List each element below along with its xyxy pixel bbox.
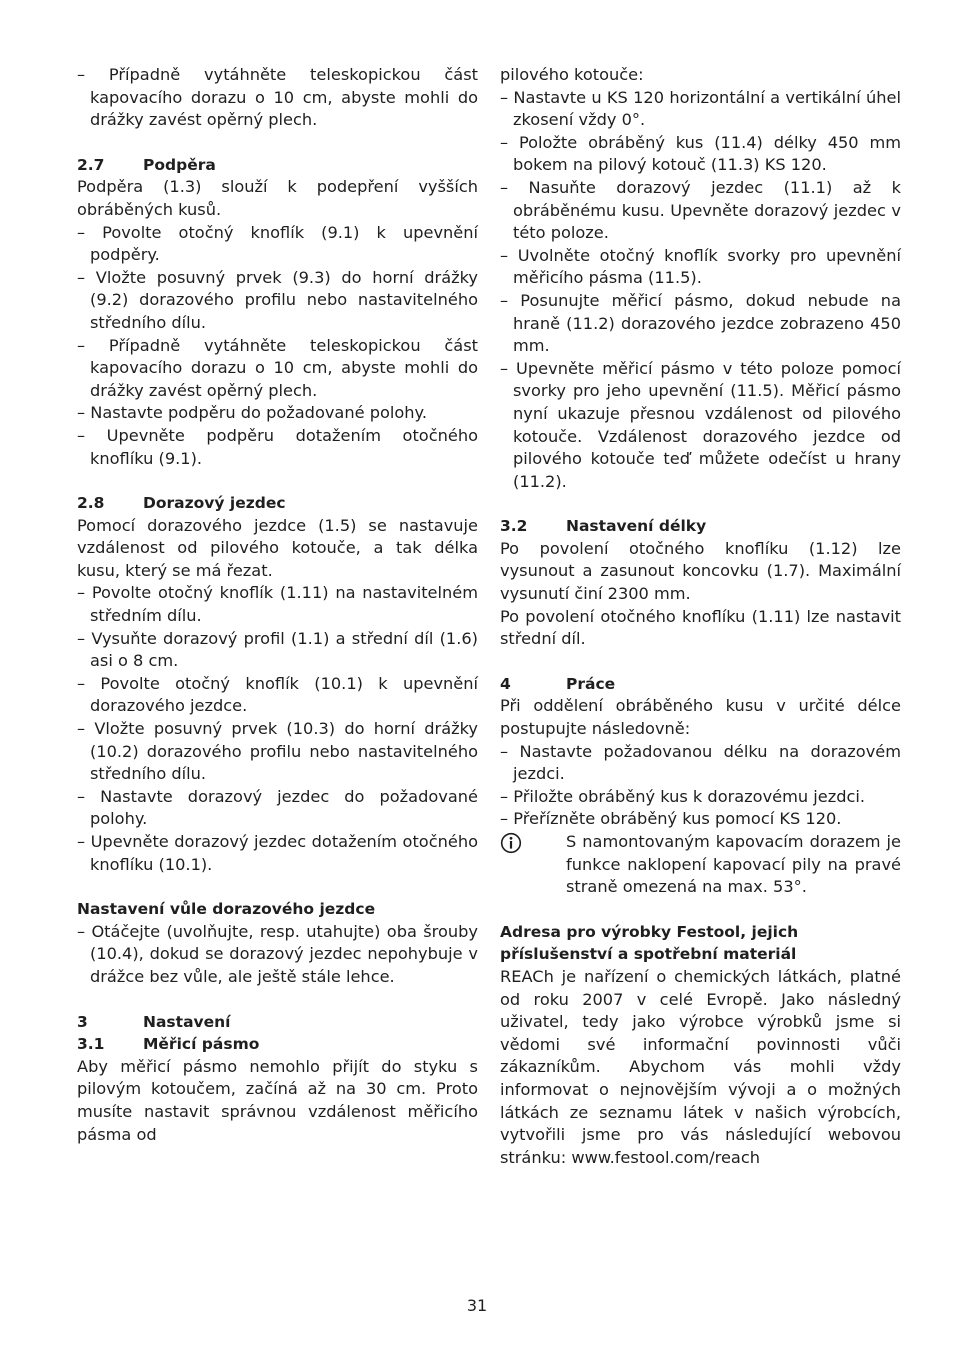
section-title: Měřicí pásmo: [143, 1035, 260, 1054]
section-title: Dorazový jezdec: [143, 494, 286, 513]
section-heading-3-1: [77, 1033, 478, 1056]
subheading-play-adjustment: Nastavení vůle dorazového jezdce: [77, 900, 376, 919]
list-item: – Povolte otočný knoflík (10.1) k upevnění dorazového jezdce.: [77, 673, 478, 716]
left-column: [77, 64, 478, 1146]
list-item: – Nastavte dorazový jezdec do požadované polohy.: [77, 786, 478, 829]
list-item: – Povolte otočný knoflík (9.1) k upevnění podpěry.: [77, 222, 478, 265]
list-item: – Otáčejte (uvolňujte, resp. utahujte) oba šrouby (10.4), dokud se dorazový jezdec nepohybuje v drážce bez vůle, ale ještě stále lehce.: [77, 921, 478, 986]
section-number: 3.1: [77, 1035, 105, 1054]
list-item: – Přeřízněte obráběný kus pomocí KS 120.: [500, 809, 842, 829]
list-item: – Vložte posuvný prvek (9.3) do horní drážky (9.2) dorazového profilu nebo nastavitelného středního dílu.: [77, 267, 478, 332]
list-item: – Nasuňte dorazový jezdec (11.1) až k obráběnému kusu. Upevněte dorazový jezdec v této poloze.: [500, 177, 901, 243]
note-text: S namontovaným kapovacím dorazem je funkce naklopení kapovací pily na pravé straně omezená na max. 53°.: [566, 832, 901, 897]
section-heading-4: [500, 673, 901, 696]
section-heading-2-8: [77, 492, 478, 515]
list-item: – Vložte posuvný prvek (10.3) do horní drážky (10.2) dorazového profilu nebo nastavitelného středního dílu.: [77, 719, 478, 784]
section-heading-2-7: [77, 154, 478, 177]
paragraph: Po povolení otočného knoflíku (1.12) lze vysunout a zasunout koncovku (1.7). Maximální vysunutí činí 2300 mm.: [500, 538, 901, 604]
paragraph: Pomocí dorazového jezdce (1.5) se nastavuje vzdálenost od pilového kotouče, a tak délka kusu, který se má řezat.: [77, 515, 478, 580]
info-note: [500, 831, 901, 899]
list-item: – Vysuňte dorazový profil (1.1) a střední díl (1.6) asi o 8 cm.: [77, 628, 478, 671]
list-item: – Nastavte podpěru do požadované polohy.: [77, 403, 427, 423]
paragraph: REACh je nařízení o chemických látkách, platné od roku 2007 v celé Evropě. Jako následný uživatel, tedy jako výrobce výrobků jsme si vědomi své informační povinnosti vůči zákazníkům. Abychom vás mohli vždy informovat o nejnovějším vývoji a o možných látkách ze seznamu látek v našich výrobcích, vytvořili jsme pro vás následující webovou stránku: www.festool.com/reach: [500, 966, 901, 1167]
list-item: – Posunujte měřicí pásmo, dokud nebude na hraně (11.2) dorazového jezdce zobrazeno 450 mm.: [500, 290, 901, 356]
reach-heading: Adresa pro výrobky Festool, jejich příslušenství a spotřební materiál: [500, 922, 799, 964]
section-number: 2.8: [77, 494, 105, 513]
list-item: – Nastavte požadovanou délku na dorazovém jezdci.: [500, 741, 901, 784]
paragraph: Aby měřicí pásmo nemohlo přijít do styku s pilovým kotoučem, začíná až na 30 cm. Proto musíte nastavit správnou vzdálenost měřicího pásma od: [77, 1056, 478, 1144]
list-item: – Povolte otočný knoflík (1.11) na nastavitelném středním dílu.: [77, 583, 478, 626]
page-number: 31: [466, 1296, 488, 1315]
paragraph: pilového kotouče:: [500, 65, 644, 84]
section-title: Nastavení: [143, 1012, 231, 1031]
section-number: 2.7: [77, 155, 105, 174]
list-item: – Upevněte měřicí pásmo v této poloze pomocí svorky pro jeho upevnění (11.5). Měřicí pásmo nyní ukazuje přesnou vzdálenost od pilového kotouče. Vzdálenost dorazového jezdce od pilového kotouče teď můžete odečíst u hrany (11.2).: [500, 358, 901, 491]
section-title: Nastavení délky: [566, 517, 707, 536]
info-circle-icon: [500, 831, 566, 899]
right-column: [500, 64, 901, 1169]
list-item: – Upevněte dorazový jezdec dotažením otočného knoflíku (10.1).: [77, 832, 478, 874]
list-item: – Upevněte podpěru dotažením otočného knoflíku (9.1).: [77, 425, 478, 468]
paragraph: Při oddělení obráběného kusu v určité délce postupujte následovně:: [500, 696, 901, 739]
section-title: Práce: [566, 674, 616, 693]
section-number: 4: [500, 674, 511, 693]
paragraph: Po povolení otočného knoflíku (1.11) lze nastavit střední díl.: [500, 606, 901, 649]
list-item: – Případně vytáhněte teleskopickou část kapovacího dorazu o 10 cm, abyste mohli do drážky zavést opěrný plech.: [77, 65, 478, 130]
list-item: – Nastavte u KS 120 horizontální a vertikální úhel zkosení vždy 0°.: [500, 87, 901, 130]
list-item: – Uvolněte otočný knoflík svorky pro upevnění měřicího pásma (11.5).: [500, 245, 901, 288]
section-number: 3.2: [500, 517, 528, 536]
section-title: Podpěra: [143, 155, 216, 174]
section-heading-3-2: [500, 515, 901, 538]
section-number: 3: [77, 1012, 88, 1031]
paragraph: Podpěra (1.3) slouží k podepření vyšších obráběných kusů.: [77, 177, 478, 219]
list-item: – Případně vytáhněte teleskopickou část kapovacího dorazu o 10 cm, abyste mohli do drážky zavést opěrný plech.: [77, 335, 478, 400]
section-heading-3: [77, 1011, 478, 1034]
list-item: – Přiložte obráběný kus k dorazovému jezdci.: [500, 786, 866, 806]
list-item: – Položte obráběný kus (11.4) délky 450 mm bokem na pilový kotouč (11.3) KS 120.: [500, 132, 901, 175]
